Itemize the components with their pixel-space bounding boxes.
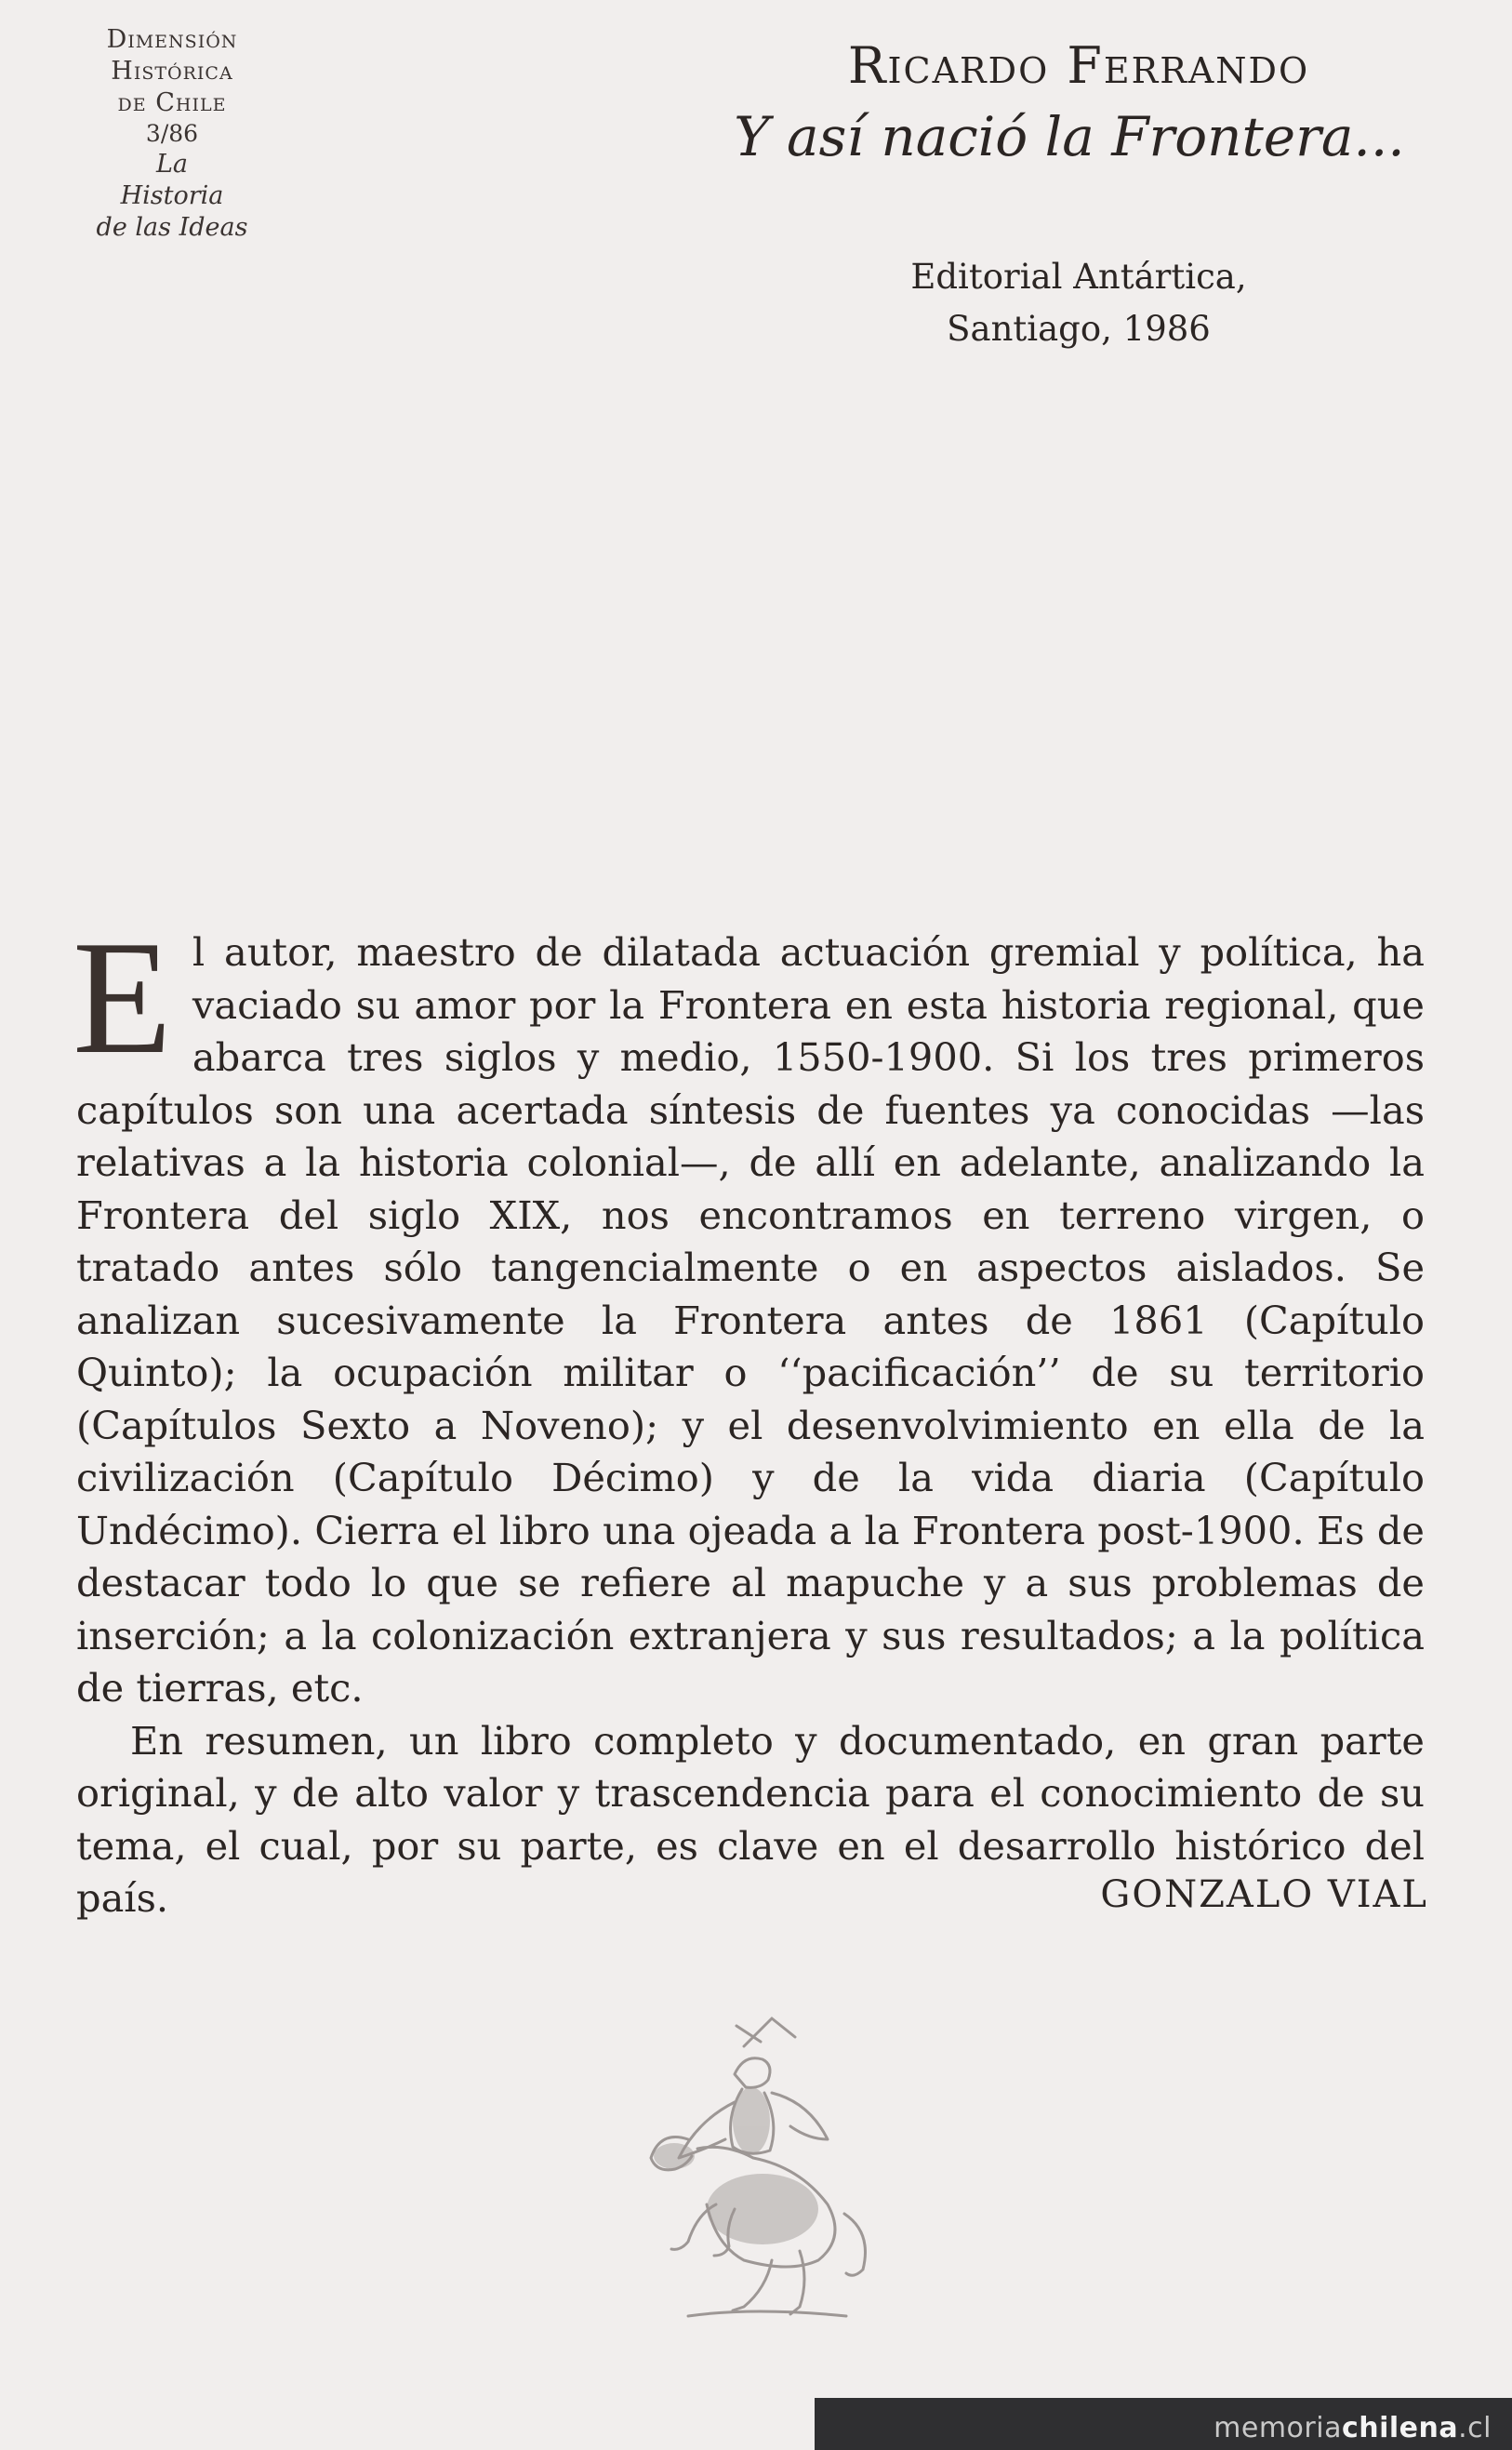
review-body [73, 907, 1425, 1925]
book-title: Y así nació la Frontera... [734, 105, 1405, 168]
site-watermark [1214, 2412, 1492, 2444]
review-paragraph-1 [73, 907, 1425, 1715]
book-author: Ricardo Ferrando [847, 36, 1310, 95]
series-number: 3/86 [145, 120, 199, 147]
series-line-1: Dimensión [106, 25, 238, 54]
review-paragraph-2: En resumen, un libro completo y documentado, en gran parte original, y de alto valor y trascendencia para el conocimiento de su tema, el cual, por su parte, es clave en el desarrollo histórico del país. [76, 1717, 1425, 1921]
series-section-3: de las Ideas [96, 213, 248, 242]
series-notice [74, 24, 270, 244]
watermark-part-2: chilena [1341, 2412, 1459, 2444]
series-line-2: Histórica [111, 57, 233, 86]
reviewer-signature: GONZALO VIAL [1100, 1873, 1428, 1916]
series-section-2: Historia [120, 181, 224, 210]
series-line-3: de Chile [117, 88, 227, 117]
review-paragraph-1-text: l autor, maestro de dilatada actuación gremial y política, ha vaciado su amor por la Frontera en esta historia regional, que abarca tres siglos y medio, 1550-1900. Si los tres primeros capítulos son una acertada síntesis de fuentes ya conocidas —las relativas a la historia colonial—, de allí en adelante, analizando la Frontera del siglo XIX, nos encontramos en terreno virgen, o tratado antes sólo tangencialmente o en aspectos aislados. Se analizan sucesivamente la Frontera antes de 1861 (Capítulo Quinto); la ocupación militar o ‘‘pacificación’’ de su territorio (Capítulos Sexto a Noveno); y el desenvolvimiento en ella de la civilización (Capítulo Décimo) y de la vida diaria (Capítulo Undécimo). Cierra el libro una ojeada a la Frontera post-1900. Es de destacar todo lo que se refiere al mapuche y a sus problemas de inserción; a la colonización extranjera y sus resultados; a la política de tierras, etc. [76, 929, 1425, 1711]
publisher-info [818, 251, 1339, 355]
series-section-1: La [155, 150, 189, 179]
publication-place-year: Santiago, 1986 [947, 309, 1211, 349]
publisher-name: Editorial Antártica, [910, 257, 1247, 297]
watermark-part-3: .cl [1458, 2412, 1492, 2444]
watermark-part-1: memoria [1214, 2412, 1342, 2444]
drop-cap: E [73, 907, 172, 1087]
horse-rider-engraving [632, 2009, 893, 2325]
